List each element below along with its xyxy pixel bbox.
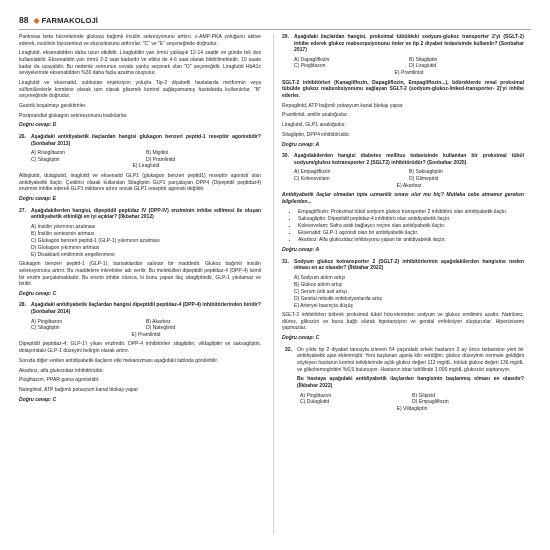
page-header: [19, 14, 98, 26]
question-30: [282, 153, 524, 166]
question-27: [19, 208, 261, 221]
options-28: [19, 319, 261, 339]
option-a: A) Pioglitazon: [300, 392, 332, 399]
option-b: B) Miglitol: [146, 150, 169, 157]
option-b: B) Glipizid: [412, 392, 435, 399]
option-a: A) Dapagliflozin: [294, 56, 330, 63]
paragraph: Pankreas beta hücrelerinde glukoza bağımlı insülin sekresyonunu arttırır. c-AMP-PKA yoluğunu aktive ederek, insülinin biyosentezi ve ekzositozunu arttırırlar. "C" ve "E" seçeneğinde doğrudur.: [19, 34, 261, 47]
question-text: Sodyum glukoz kotransporter 2 (SGLT-2) inhibitörlerinin aşağıdakilerden hangisine neden olması en az olasıdır? (İlkbahar 2022): [294, 258, 524, 272]
option-c: C) Koleesvelam: [294, 176, 330, 183]
option-c: C) Dulaglutid: [300, 399, 330, 406]
bullet-item: • Saksagliptin: Dipeptidil peptidaz-4 inhibitörü olan antidiyabetik ilaçtır.: [298, 216, 524, 223]
explanation: Pioglitazon, PPAR gama agonistidir.: [19, 377, 100, 384]
page-number: 88: [19, 15, 29, 25]
option-d: D) Genital mikotik enfeksiyonlarda artış: [294, 295, 382, 302]
explanation: Dipeptidil peptidaz-4; GLP-1'i yıkan enzimdir. DPP-4 inhibitörleri sitagliptin, vildagliptin ve saksagliptin, dolaşımdaki GLP-1 düzeyini belirgin olarak artırır.: [19, 341, 261, 355]
answer-line: Doğru cevap: C: [19, 290, 57, 297]
question-32: [282, 347, 524, 373]
question-number: 32.: [285, 346, 293, 353]
question-31: [282, 259, 524, 272]
answer-line: Doğru cevap: A: [282, 246, 320, 253]
bullet-item: • Koleesvelam: Safra asidi bağlayıcı reçine olan antidiyabetik ilaçtır.: [298, 223, 524, 230]
section-title: FARMAKOLOJİ: [41, 15, 98, 25]
option-b: B) İnsülin sentezinin artması: [31, 230, 95, 237]
options-31: [282, 275, 524, 310]
header-rule: [19, 29, 531, 30]
explanation: Soruda diğer verilen antidiyabetik ilaçların etki mekanizması aşağıdaki tabloda görülebilir.: [19, 357, 219, 364]
option-d: D) Nateglinid: [146, 325, 176, 332]
answer-line: Doğru cevap: E: [19, 196, 57, 202]
explanation: Repaglinid, ATP bağımlı potasyum kanal blokajı yapar.: [282, 102, 404, 109]
option-b: B) Akarboz: [146, 318, 171, 325]
option-b: B) Sitagliptin: [409, 56, 438, 63]
option-d: D) Liraglutid: [409, 63, 437, 70]
option-d: D) Empagliflozin: [412, 399, 449, 406]
question-29: [282, 34, 524, 54]
diamond-icon: ◆: [33, 15, 40, 25]
paragraph: Gastrik boşalmayı geciktirirler.: [19, 102, 87, 109]
explanation: Albiglutid, dulaglutid, liraglutid ve eksenatid GLP1 (glukagon benzeri peptid1) reseptör agonisti olan antidiyabetik ilaçtır. Çeldirici olarak kullanılan Sitagliptin GLP1 parçalayan DPP4 (Dipeptidil peptidaz4) enzimini inhibe ederek GLP1 miktarını artırır ancak GLP1 reseptör agonisti değildir.: [19, 173, 261, 193]
question-text: Aşağıdakilerden hangisi, dipeptidil peptidaz IV (DPP-IV) enziminin inhibe edilmesi ile oluşan antidiyabetik etkinliği en iyi açıklar? (İlkbahar 2012): [31, 207, 261, 221]
option-a: A) Rosiglitazon: [31, 150, 65, 157]
question-number: 29.: [282, 34, 290, 40]
question-text: Aşağıdaki antidiyabetik ilaçlardan hangisi glukagon benzeri peptid-1 reseptör agonistidir? (Sonbahar 2013): [31, 134, 261, 147]
option-c: C) Serum ürik asit artışı: [294, 288, 348, 295]
options-27: [19, 224, 261, 259]
question-text: Aşağıdaki antidiyabetik ilaçlardan hangisi dipeptidil peptidaz-4 (DPP-4) inhibitörlerinden biridir? (Sonbahar 2014): [31, 302, 261, 316]
paragraph: Liraglutid, eksenatidden daha uzun etkilidir. Liraglutidin yarı ömrü yaklaşık 12-14 saattir ve günde tek doz kullanılabilir. Eksenatidin yarı ömrü 2-3 saat kadardır ve etkisi de 4-6 saat olarak bildirilmektedir, 10 saate kadar da uzayabilir. Bu nedenle sonrunun cevabı yanlış seçenek olan "D" seçeneğidir. Liraglutid HbA1c seviyelerinde eksenatidden %30 daha fazla azalma oluşturur.: [19, 50, 261, 77]
explanation: SGLT-2 inhibitörleri (Kanagliflozin, Dapagliflozin, Empagliflozin...), böbreklerde renal proksimal tübülde glukoz reabsobsiyonunu sağlayan SGLT-2 (sodyum-glukoz-linked-transporter- 2)'yi inhibe ederler.: [282, 79, 524, 99]
question-28: [19, 302, 261, 315]
option-e: E) Pramlintid: [131, 331, 161, 338]
option-c: C) Glukagon benzeri peptid-1 (GLP-1) yıkımının azalması: [31, 237, 160, 244]
options-26: [19, 150, 261, 170]
options-32: [282, 393, 524, 413]
bullet-list: [282, 209, 524, 244]
explanation: Sitagliptin, DPP4 inhibitörüdür.: [282, 131, 351, 138]
right-column: [282, 34, 524, 415]
answer-line: Doğru cevap: A: [282, 141, 320, 148]
question-number: 27.: [19, 207, 27, 214]
option-d: D) Glukagon yıkımının artması: [31, 244, 100, 251]
option-c: C) Sitagliptin: [31, 156, 60, 163]
answer-line: Doğru cevap: C: [19, 396, 57, 403]
options-30: [282, 169, 524, 189]
question-26: [19, 134, 261, 147]
option-a: A) İnsülin yıkımının azalması: [31, 223, 96, 230]
option-d: D) Pramlintid: [146, 156, 176, 163]
option-c: C) Pioglitazon: [294, 63, 326, 70]
option-a: A) Sodyum atılım artışı: [294, 274, 346, 281]
option-e: E) Liraglutid: [132, 163, 160, 170]
bullet-item: • Eksenatid: GLP-1 agonisti olan bir antidiyabetik ilaçtır.: [298, 230, 524, 237]
question-number: 31.: [282, 258, 290, 265]
option-e: E) Vildagliptin: [396, 405, 428, 412]
option-d: D) Glimepirid: [409, 176, 439, 183]
option-e: E) Disakkarit emiliminin engellenmesi: [31, 251, 115, 258]
question-text: Aşağıdaki ilaçlardan hangisi, proksimal tübüldeki sodyum-glukoz transporter 2'yi (SGLT-2) inhibe ederek glukoz reabsorpsiyonunu önler ve tip 2 diyabet tedavisinde kullanılır? (Sonbahar 2017): [294, 34, 524, 54]
option-a: A) Pioglitazon: [31, 318, 63, 325]
question-number: 26.: [19, 134, 27, 141]
explanation: Akarboz, alfa glukozidaz inhibitörüdür.: [19, 367, 105, 374]
explanation: Glukagon benzeri peptid-1 (GLP-1); barsaklardan salınan bir maddedir. Glukoz bağımlı insülin sekresyonunu artırır. Bu maddelere inkretinler adı verilir. Bu molekülleri dipeptidil peptidaz-4 (DPP-4) isimli bir enzim parçalamaktadır. Bu enzim inhibe olunca, ki bunu yapan ilaç sitagliptindir, GLP-1 yıkılamaz ve birikir.: [19, 261, 261, 288]
note: Antidiyabetik ilaçlar olmadan tıpta uzmanlık sınavı olur mu hiç? Mutlaka cebe atmamız gereken bilgilerden...: [282, 192, 524, 205]
option-e: E) Arteryel basınçta düşüş: [294, 302, 353, 309]
explanation: SGLT-2 inhibitörleri böbrek proksimal tübül hücrelerinden sodyum ve glukoz emilimini azaltır. Natriürez, diürez, glikozüri ve buna bağlı olarak hipotansiyon ve genital enfeksiyon oluştururlar. Hiperürisemi yapmazlar.: [282, 312, 524, 332]
question-text: On yıldır tip 2 diyabet tanısıyla izlenen 54 yaşındaki erkek hastanın 3 ay önce tedavisine yeni bir antidiyabetik ajan eklenmiştir. Yeni başlanan ajanla kilo verdiğini, glukoz düzeyinin normale geldiğini söyleyen hastanın kontrol tetkiklerinde açlık glukoz değeri 112 mg/dL, tokluk glukoz değeri 136 mg/dL ve glikohemoglobini %6,9 bulunuyor. Hastanın idrar tahlilinde 1.000 mg/dL glukozüri saptanıyor.: [297, 346, 524, 373]
explanation: Liraglutid, GLP1 analoğudur.: [282, 122, 346, 129]
option-b: B) Saksagliptin: [409, 169, 443, 176]
options-29: [282, 57, 524, 77]
paragraph: Postprandial glukagon sekresyonunu baskılarlar.: [19, 112, 128, 119]
option-e: E) Akarboz: [396, 182, 422, 189]
answer-line: Doğru cevap: D: [19, 122, 57, 129]
answer-line: Doğru cevap: C: [282, 335, 320, 342]
left-column: [19, 34, 261, 409]
bullet-item: • Akarboz: Alfa glukozidaz inhibisyonu yapan bir antidiyabetik ilaçtır.: [298, 237, 524, 244]
option-e: E) Pramlintid: [394, 69, 424, 76]
option-a: A) Empagliflozin: [294, 169, 331, 176]
option-c: C) Sitagliptin: [31, 325, 60, 332]
question-prompt: Bu hastaya aşağıdaki antidiyabetik ilaçlardan hangisinin başlanmış olması en olasıdır? (İlkbahar 2022): [297, 376, 524, 389]
question-number: 30.: [282, 153, 290, 160]
paragraph: Liraglutid ve eksenatid, subkutan enjeksiyon yoluyla Tip-2 diyabetli hastalarda metformin veya sülfonilürelerle kombine olarak tam olarak glisemik kontrol sağlayamamış hastalarda kullanılırlar. "B" seçeneğinde doğrudur.: [19, 79, 261, 100]
explanation: Pramlintid, amilin analoğudur.: [282, 112, 349, 119]
bullet-item: • Empagliflozin: Proksimal tübül sodyum glukoz transporter 2 inhibitörü olan antidiyabetik ilaçtır.: [298, 209, 524, 216]
column-divider: [273, 34, 274, 534]
question-number: 28.: [19, 302, 27, 309]
option-b: B) Glukoz atılım artışı: [294, 281, 343, 288]
question-text: Aşağıdakilerden hangisi diabetes mellitus tedavisinde kullanılan bir proksimal tübül sodyum/glukoz kotransporter 2 (SGLT2) inhibitörüdür? (Sonbahar 2025): [294, 153, 524, 166]
explanation: Nateglinid, ATP bağımlı potasyum kanal blokajı yapar: [19, 387, 139, 394]
